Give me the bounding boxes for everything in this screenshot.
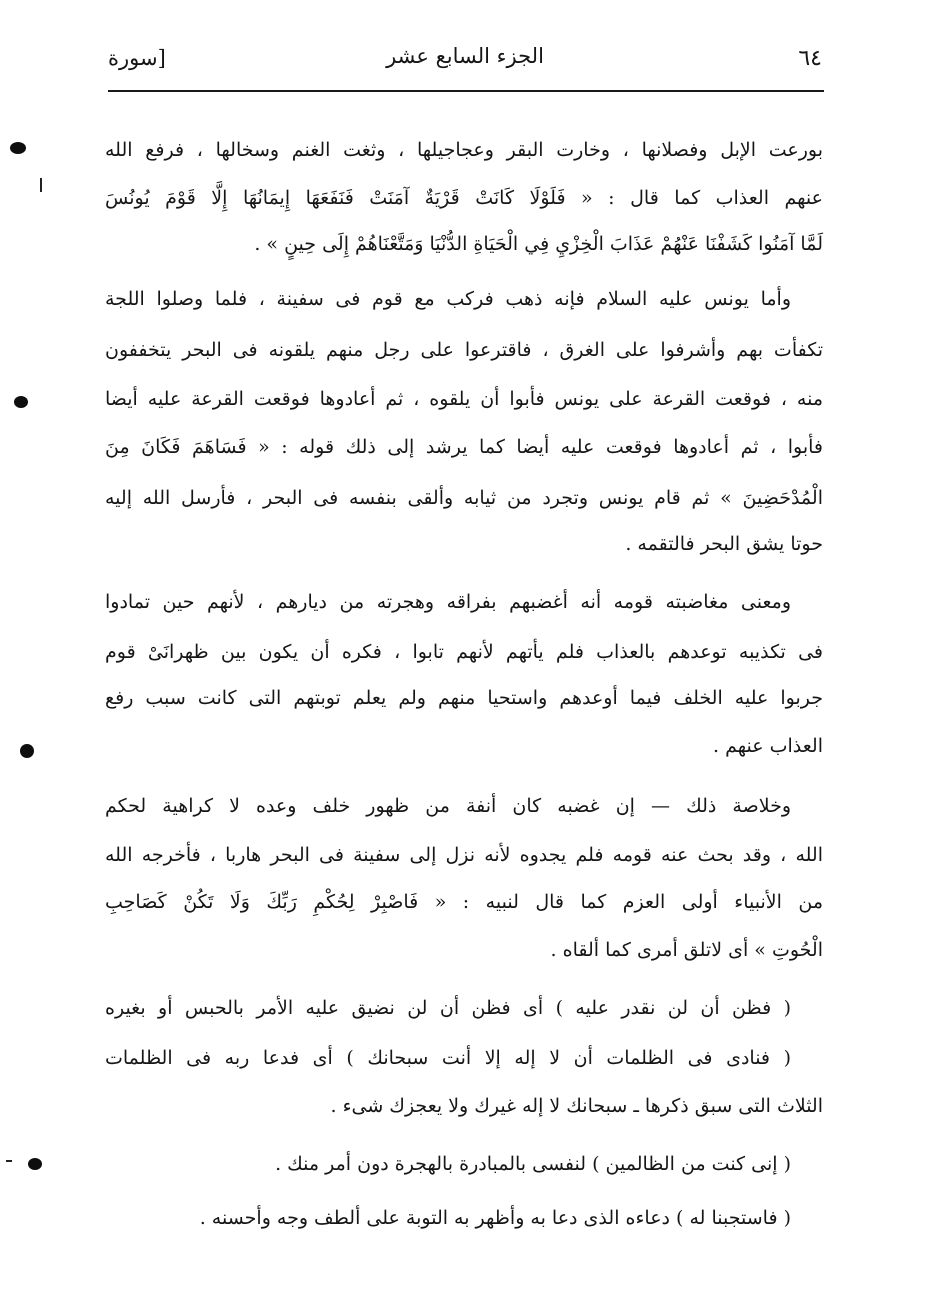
text-line: الله ، وقد بحث عنه قومه فلم يجدوه لأنه نزل إلى سفينة فى البحر هاربا ، فأخرجه الله [105,844,823,866]
verse-line: عنهم العذاب كما قال : « فَلَوْلَا كَانَتْ قَرْيَةٌ آمَنَتْ فَنَفَعَهَا إِيمَانُهَا إِلَّا قَوْمَ يُونُسَ [105,187,823,209]
text-line: فى تكذيبه توعدهم بالعذاب فلم يأتهم لأنهم تابوا ، فكره أن يكون بين ظهرانَىْ قوم [105,641,823,663]
text-line: حوتا يشق البحر فالتقمه . [625,533,823,555]
verse-line: من الأنبياء أولى العزم كما قال لنبيه : « فَاصْبِرْ لِحُكْمِ رَبِّكَ وَلَا تَكُنْ كَصَاحِبِ [105,891,823,913]
text-line: تكفأت بهم وأشرفوا على الغرق ، فاقترعوا على رجل منهم يلقونه فى البحر يتخففون [105,339,823,361]
commentary-line: ( فنادى فى الظلمات أن لا إله إلا أنت سبحانك ) أى فدعا ربه فى الظلمات [105,1047,791,1069]
commentary-line: ( فظن أن لن نقدر عليه ) أى فظن أن لن نضيق عليه الأمر بالحبس أو بغيره [105,997,791,1019]
page-header [108,40,822,90]
paragraph-first-line: وخلاصة ذلك — إن غضبه كان أنفة من ظهور خلف وعده لا كراهية لحكم [105,795,791,817]
paragraph-first-line: ومعنى مغاضبته قومه أنه أغضبهم بفراقه وهجرته من ديارهم ، لأنهم حين تمادوا [105,591,791,613]
header-rule [108,90,824,92]
paragraph-first-line: وأما يونس عليه السلام فإنه ذهب فركب مع قوم فى سفينة ، فلما وصلوا اللجة [105,288,791,310]
scan-mark [40,178,42,192]
scan-mark [6,1160,12,1162]
text-line: الثلاث التى سبق ذكرها ـ سبحانك لا إله غيرك ولا يعجزك شىء . [330,1095,823,1117]
scan-speck [28,1158,42,1170]
text-line: بورعت الإبل وفصلانها ، وخارت البقر وعجاجيلها ، وثغت الغنم وسخالها ، فرفع الله [105,139,823,161]
text-line: فأبوا ، ثم أعادوها فوقعت عليه أيضا كما يرشد إلى ذلك قوله : « فَسَاهَمَ فَكَانَ مِنَ [105,436,823,458]
text-line: الْحُوتِ » أى لاتلق أمرى كما ألقاه . [550,939,823,961]
commentary-line: ( إنى كنت من الظالمين ) لنفسى بالمبادرة بالهجرة دون أمر منك . [275,1153,791,1175]
running-title: الجزء السابع عشر [386,44,544,68]
commentary-line: ( فاستجبنا له ) دعاءه الذى دعا به وأظهر به التوبة على ألطف وجه وأحسنه . [199,1207,791,1229]
scan-speck [10,142,26,154]
page-number: ٦٤ [798,46,822,71]
text-line: الْمُدْحَضِينَ » ثم قام يونس وتجرد من ثيابه وألقى بنفسه فى البحر ، فأرسل الله إليه [105,487,823,509]
scan-speck [20,744,34,758]
scan-speck [14,396,28,408]
text-line: العذاب عنهم . [713,735,823,757]
verse-line: لَمَّا آمَنُوا كَشَفْنَا عَنْهُمْ عَذَابَ الْخِزْيِ فِي الْحَيَاةِ الدُّنْيَا وَمَتَّعْنَاهُمْ إِلَى حِينٍ » . [254,233,823,255]
text-line: منه ، فوقعت القرعة على يونس فأبوا أن يلقوه ، ثم أعادوها فوقعت القرعة عليه أيضا [105,388,823,410]
surah-label: [سورة [108,46,166,70]
text-line: جربوا عليه الخلف فيما أوعدهم واستحيا منهم ولم يعلم توبتهم التى كانت سبب رفع [105,687,823,709]
